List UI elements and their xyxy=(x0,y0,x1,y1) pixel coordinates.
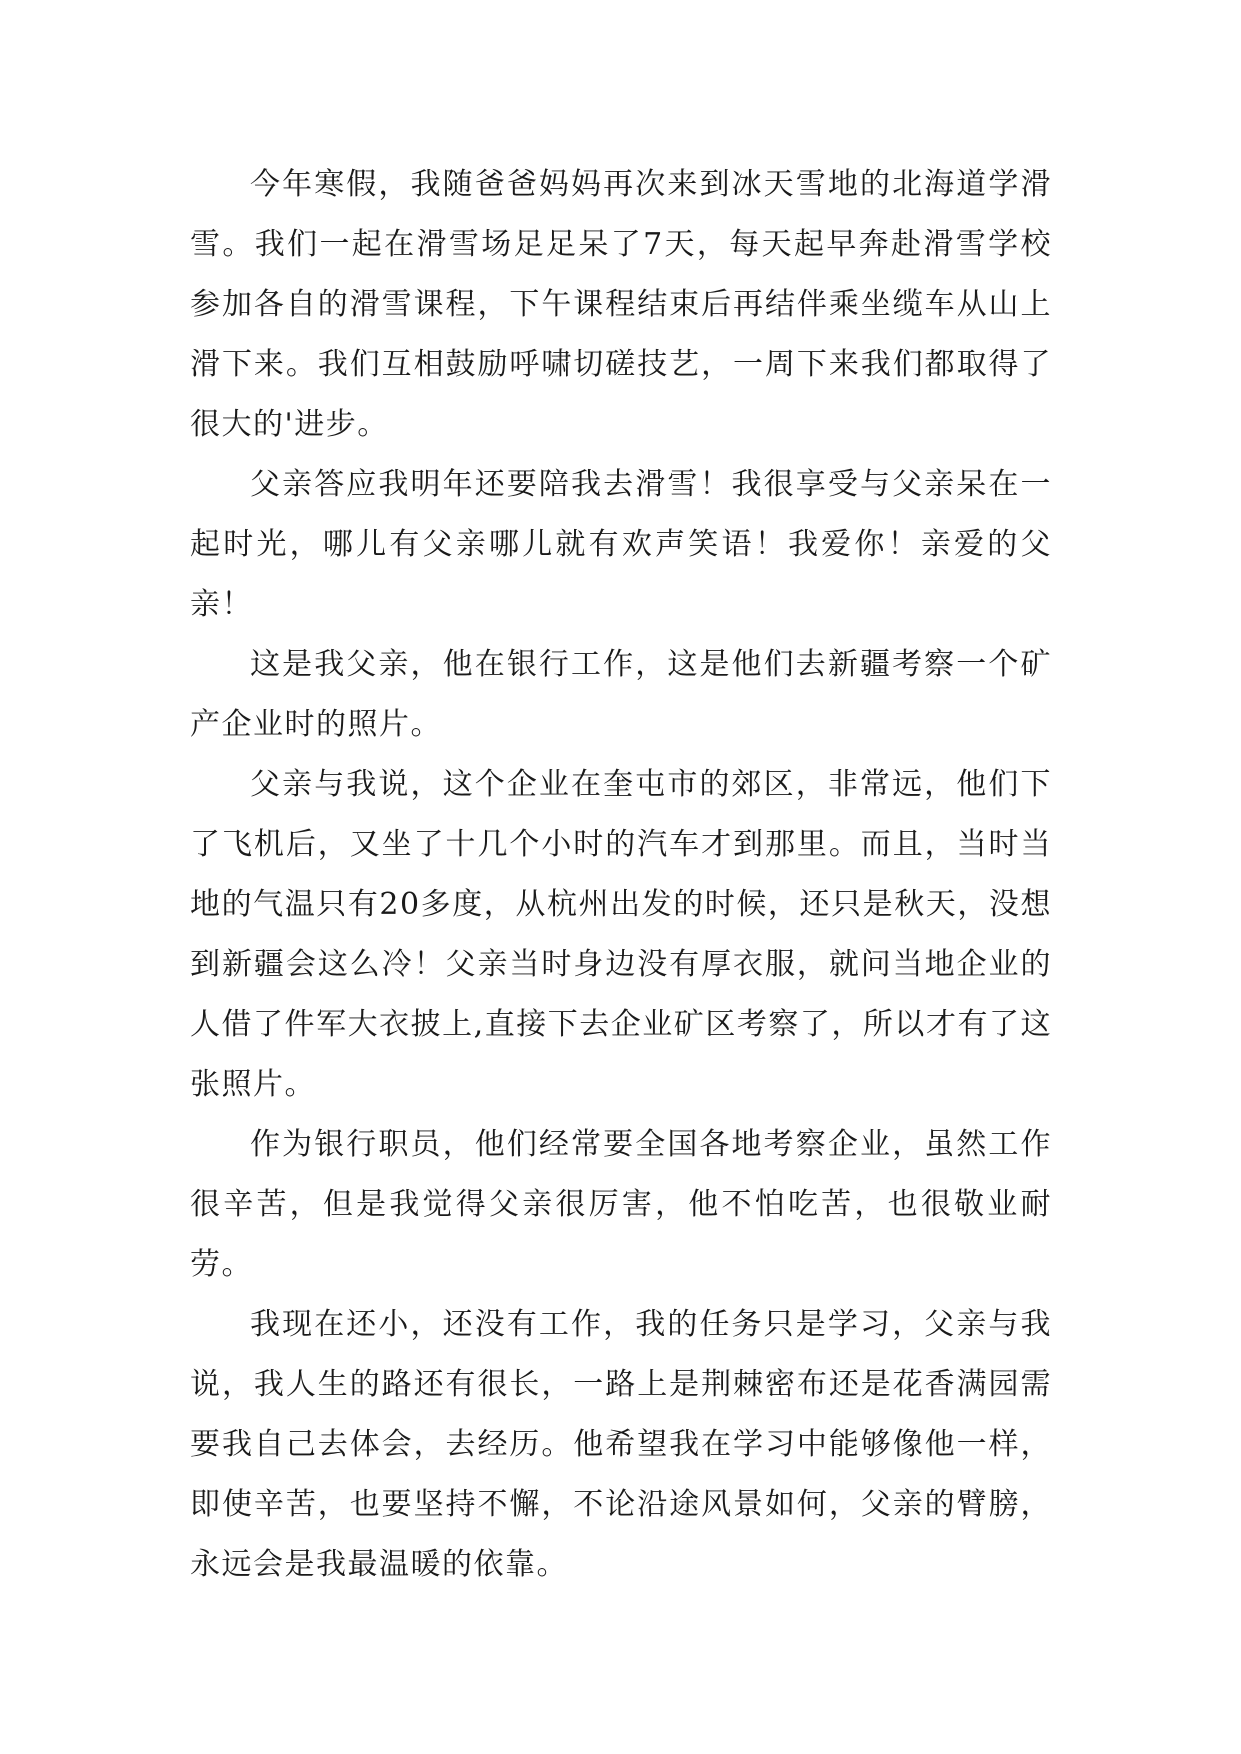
paragraph-6: 我现在还小，还没有工作，我的任务只是学习，父亲与我说，我人生的路还有很长，一路上是荆棘密布还是花香满园需要我自己去体会，去经历。他希望我在学习中能够像他一样，即使辛苦，也要坚持不懈，不论沿途风景如何，父亲的臂膀，永远会是我最温暖的依靠。 xyxy=(190,1307,1052,1582)
paragraph-5: 作为银行职员，他们经常要全国各地考察企业，虽然工作很辛苦，但是我觉得父亲很厉害，他不怕吃苦，也很敬业耐劳。 xyxy=(190,1127,1052,1282)
paragraph-3: 这是我父亲，他在银行工作，这是他们去新疆考察一个矿产企业时的照片。 xyxy=(190,647,1052,742)
paragraph-4: 父亲与我说，这个企业在奎屯市的郊区，非常远，他们下了飞机后，又坐了十几个小时的汽车才到那里。而且，当时当地的气温只有20多度，从杭州出发的时候，还只是秋天，没想到新疆会这么冷！父亲当时身边没有厚衣服，就问当地企业的人借了件军大衣披上,直接下去企业矿区考察了，所以才有了这张照片。 xyxy=(190,767,1052,1102)
document-body xyxy=(190,155,1052,1595)
paragraph-1: 今年寒假，我随爸爸妈妈再次来到冰天雪地的北海道学滑雪。我们一起在滑雪场足足呆了7天，每天起早奔赴滑雪学校参加各自的滑雪课程，下午课程结束后再结伴乘坐缆车从山上滑下来。我们互相鼓励呼啸切磋技艺，一周下来我们都取得了很大的'进步。 xyxy=(190,167,1052,442)
paragraph-2: 父亲答应我明年还要陪我去滑雪！我很享受与父亲呆在一起时光，哪儿有父亲哪儿就有欢声笑语！我爱你！亲爱的父亲！ xyxy=(190,467,1052,622)
